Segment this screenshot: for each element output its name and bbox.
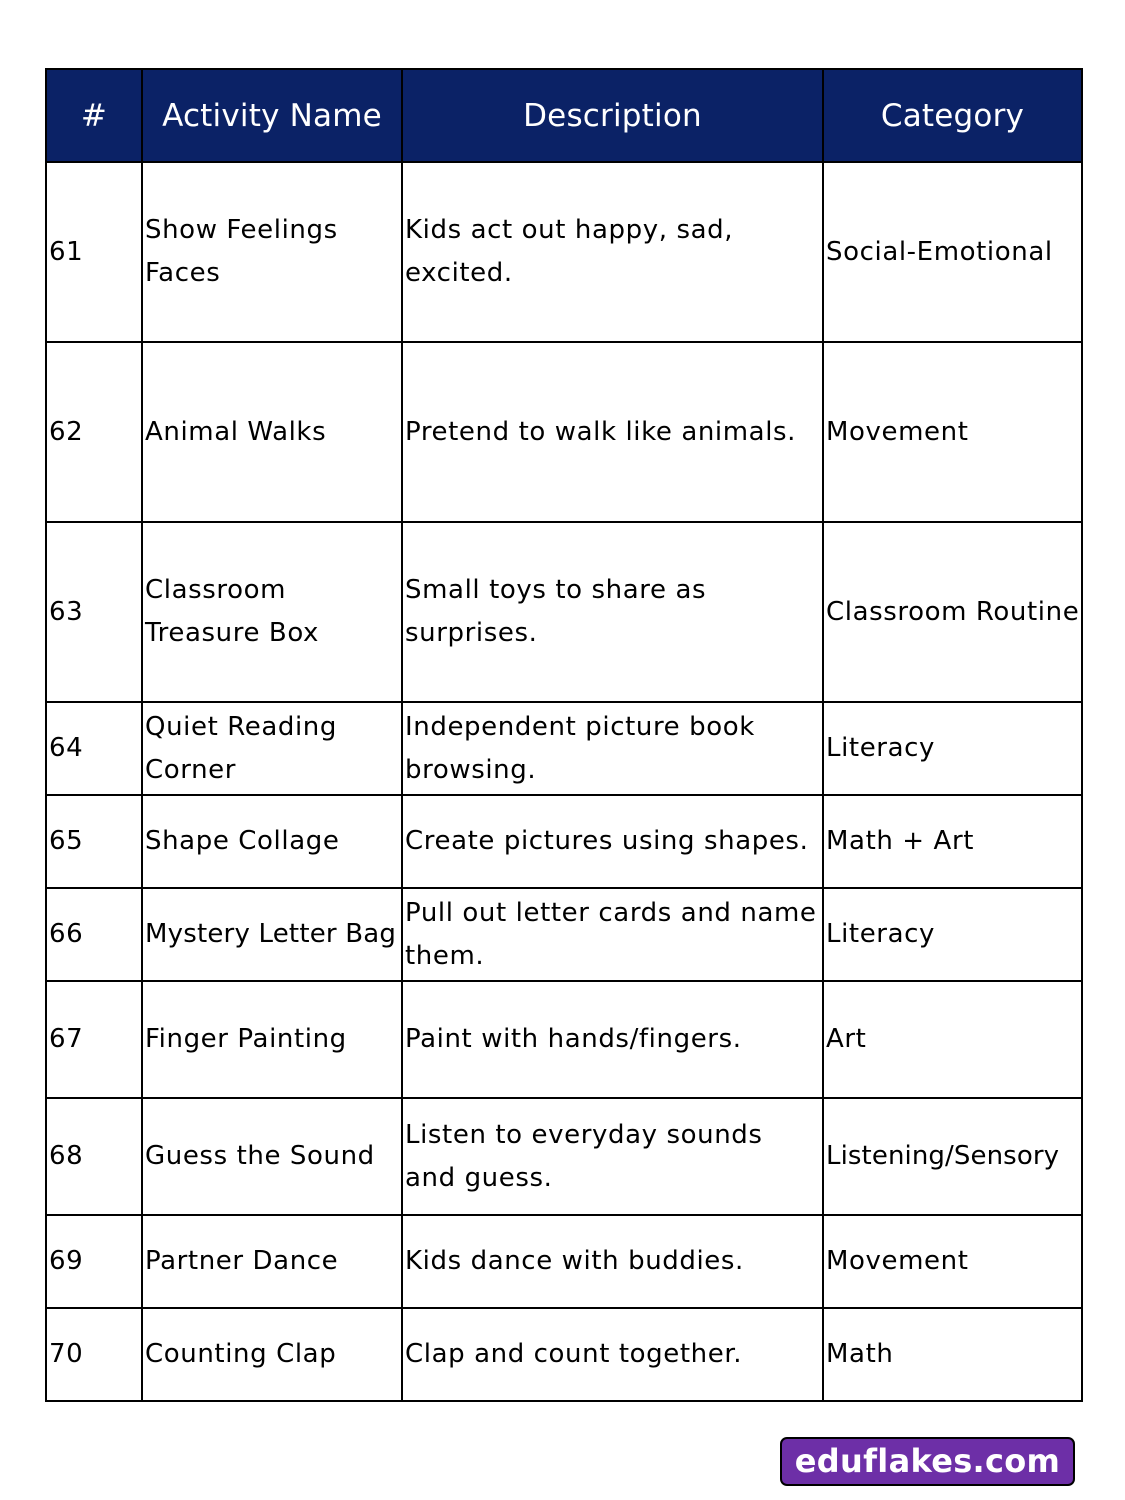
row-category: Math + Art bbox=[823, 795, 1082, 888]
row-number: 66 bbox=[46, 888, 142, 981]
table-row bbox=[46, 888, 1082, 981]
row-category: Classroom Routine bbox=[823, 522, 1082, 702]
row-activity-name: Animal Walks bbox=[142, 342, 402, 522]
table-row bbox=[46, 522, 1082, 702]
row-number: 62 bbox=[46, 342, 142, 522]
table-row bbox=[46, 702, 1082, 795]
row-activity-name: Guess the Sound bbox=[142, 1098, 402, 1215]
row-number: 63 bbox=[46, 522, 142, 702]
row-number: 67 bbox=[46, 981, 142, 1098]
row-description: Pull out letter cards and name them. bbox=[402, 888, 823, 981]
table-row bbox=[46, 1098, 1082, 1215]
row-description: Clap and count together. bbox=[402, 1308, 823, 1401]
header-number: # bbox=[46, 69, 142, 162]
header-category: Category bbox=[823, 69, 1082, 162]
row-category: Art bbox=[823, 981, 1082, 1098]
row-number: 70 bbox=[46, 1308, 142, 1401]
row-description: Create pictures using shapes. bbox=[402, 795, 823, 888]
row-category: Literacy bbox=[823, 888, 1082, 981]
row-number: 65 bbox=[46, 795, 142, 888]
row-activity-name: Counting Clap bbox=[142, 1308, 402, 1401]
row-description: Kids dance with buddies. bbox=[402, 1215, 823, 1308]
table-row bbox=[46, 795, 1082, 888]
row-activity-name: Shape Collage bbox=[142, 795, 402, 888]
header-activity-name: Activity Name bbox=[142, 69, 402, 162]
table-row bbox=[46, 1308, 1082, 1401]
row-description: Listen to everyday sounds and guess. bbox=[402, 1098, 823, 1215]
row-activity-name: Classroom Treasure Box bbox=[142, 522, 402, 702]
row-description: Independent picture book browsing. bbox=[402, 702, 823, 795]
row-activity-name: Partner Dance bbox=[142, 1215, 402, 1308]
table-header-row bbox=[46, 69, 1082, 162]
row-activity-name: Show Feelings Faces bbox=[142, 162, 402, 342]
row-category: Movement bbox=[823, 342, 1082, 522]
row-number: 68 bbox=[46, 1098, 142, 1215]
table-row bbox=[46, 342, 1082, 522]
row-category: Movement bbox=[823, 1215, 1082, 1308]
row-description: Paint with hands/fingers. bbox=[402, 981, 823, 1098]
row-category: Literacy bbox=[823, 702, 1082, 795]
activities-table bbox=[45, 68, 1083, 1402]
row-description: Small toys to share as surprises. bbox=[402, 522, 823, 702]
row-activity-name: Mystery Letter Bag bbox=[142, 888, 402, 981]
row-description: Kids act out happy, sad, excited. bbox=[402, 162, 823, 342]
row-number: 64 bbox=[46, 702, 142, 795]
table-row bbox=[46, 981, 1082, 1098]
header-description: Description bbox=[402, 69, 823, 162]
row-category: Math bbox=[823, 1308, 1082, 1401]
activities-sheet bbox=[45, 68, 1081, 1402]
row-category: Social-Emotional bbox=[823, 162, 1082, 342]
row-number: 61 bbox=[46, 162, 142, 342]
table-row bbox=[46, 1215, 1082, 1308]
row-activity-name: Finger Painting bbox=[142, 981, 402, 1098]
row-number: 69 bbox=[46, 1215, 142, 1308]
row-description: Pretend to walk like animals. bbox=[402, 342, 823, 522]
table-row bbox=[46, 162, 1082, 342]
row-activity-name: Quiet Reading Corner bbox=[142, 702, 402, 795]
brand-badge: eduflakes.com bbox=[780, 1437, 1075, 1486]
row-category: Listening/Sensory bbox=[823, 1098, 1082, 1215]
